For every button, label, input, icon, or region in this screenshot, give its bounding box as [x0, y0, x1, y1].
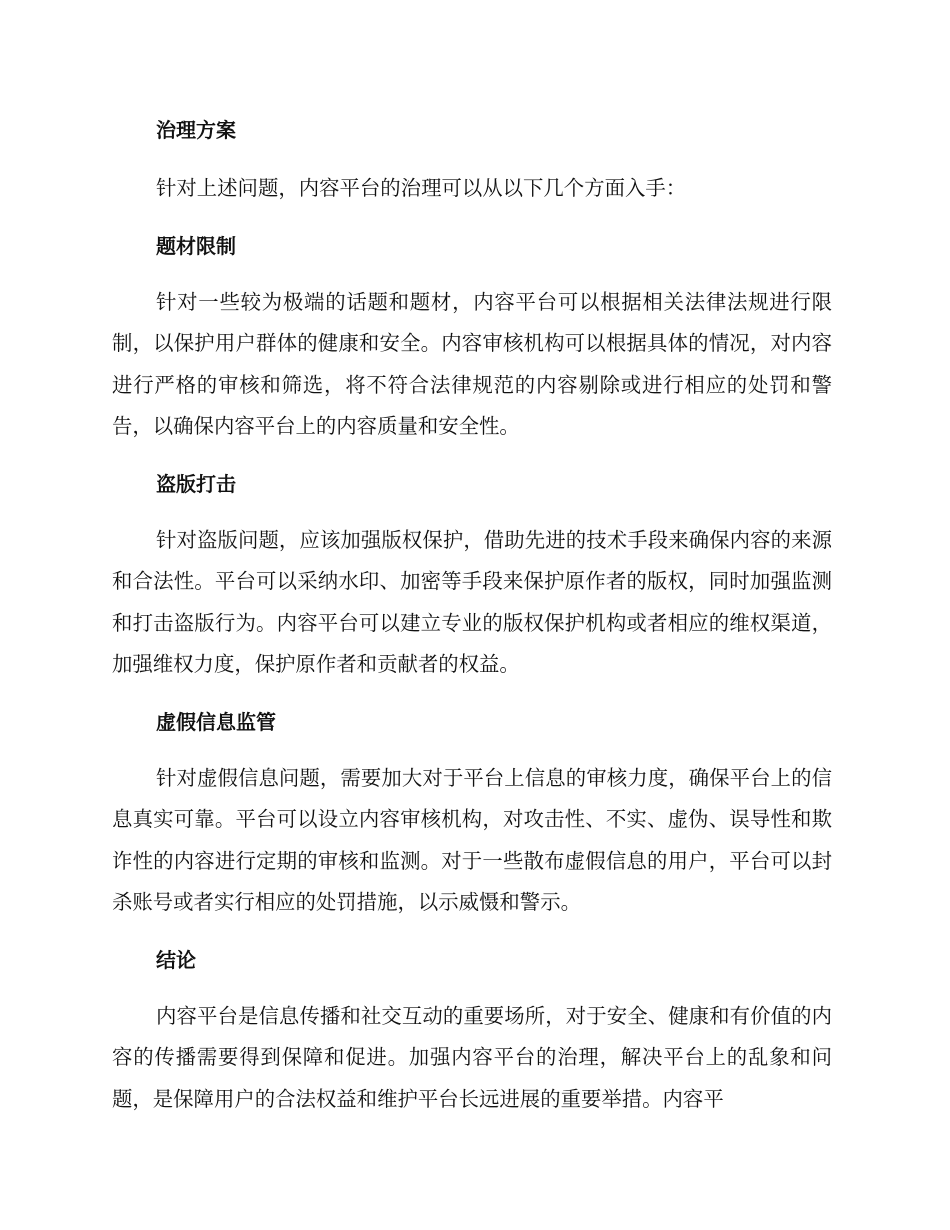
section-heading-governance-plan: 治理方案 [156, 118, 236, 142]
paragraph-anti-piracy: 针对盗版问题，应该加强版权保护，借助先进的技术手段来确保内容的来源和合法性。平台可以采纳水印、加密等手段来保护原作者的版权，同时加强监测和打击盗版行为。内容平台可以建立专业的版权保护机构或者相应的维权渠道，加强维权力度，保护原作者和贡献者的权益。 [112, 527, 832, 676]
section-heading-anti-piracy: 盗版打击 [156, 471, 236, 496]
section-heading-topic-restriction: 题材限制 [156, 233, 236, 258]
section-heading-false-info-regulation: 虚假信息监管 [156, 709, 276, 734]
intro-paragraph: 针对上述问题，内容平台的治理可以从以下几个方面入手： [156, 176, 687, 200]
paragraph-false-info-regulation: 针对虚假信息问题，需要加大对于平台上信息的审核力度，确保平台上的信息真实可靠。平台可以设立内容审核机构，对攻击性、不实、虚伪、误导性和欺诈性的内容进行定期的审核和监测。对于一些散布虚假信息的用户，平台可以封杀账号或者实行相应的处罚措施，以示威慑和警示。 [112, 765, 832, 914]
document-body [112, 110, 832, 1136]
paragraph-topic-restriction: 针对一些较为极端的话题和题材，内容平台可以根据相关法律法规进行限制，以保护用户群体的健康和安全。内容审核机构可以根据具体的情况，对内容进行严格的审核和筛选，将不符合法律规范的内容剔除或进行相应的处罚和警告，以确保内容平台上的内容质量和安全性。 [112, 289, 832, 438]
section-heading-conclusion: 结论 [156, 947, 196, 972]
paragraph-conclusion: 内容平台是信息传播和社交互动的重要场所，对于安全、健康和有价值的内容的传播需要得到保障和促进。加强内容平台的治理，解决平台上的乱象和问题，是保障用户的合法权益和维护平台长远进展的重要举措。内容平 [112, 1003, 832, 1111]
